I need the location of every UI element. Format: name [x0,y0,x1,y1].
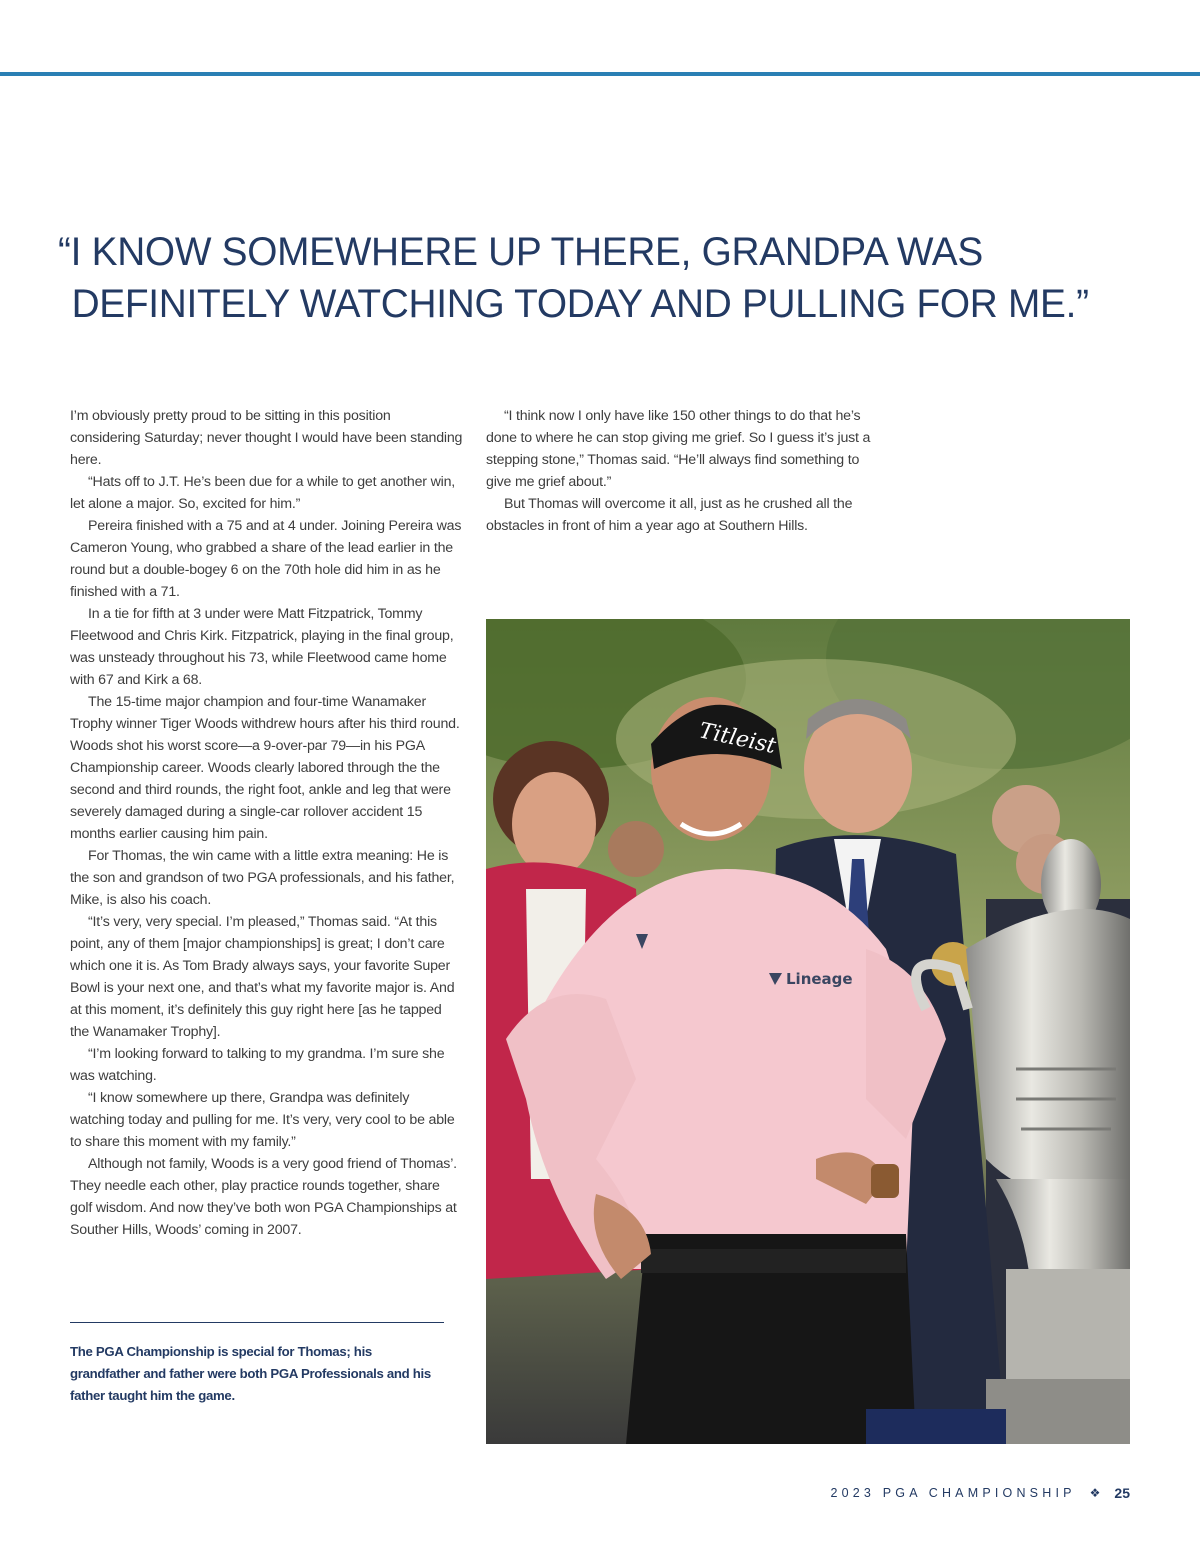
paragraph: “It’s very, very special. I’m pleased,” Thomas said. “At this point, any of them [major championships] is great; I don’t care which one it is. As Tom Brady always says, your favorite Super Bowl is your next one, and that’s what my favorite major is. And at this moment, it’s definitely this guy right here [as he tapped the Wanamaker Trophy]. [70,914,455,1040]
champion-photo [486,619,1130,1444]
shirt-logo-text: Lineage [786,970,853,988]
caption-divider [70,1322,444,1323]
pull-quote-line-2: DEFINITELY WATCHING TODAY AND PULLING FOR ME.” [71,282,1089,326]
paragraph: For Thomas, the win came with a little extra meaning: He is the son and grandson of two PGA professionals, and his father, Mike, is also his coach. [70,848,455,908]
page-number: 25 [1114,1485,1130,1501]
page-footer [830,1482,1130,1504]
cap-logo-text: Titleist [696,718,779,760]
pull-quote-heading [58,226,1106,330]
paragraph: Pereira finished with a 75 and at 4 under. Joining Pereira was Cameron Young, who grabbed a share of the lead earlier in the round but a double-bogey 6 on the 70th hole did him in as he finished with a 71. [70,518,462,600]
paragraph: I’m obviously pretty proud to be sitting in this position considering Saturday; never thought I would have been standing here. [70,408,463,468]
article-column-left [70,405,464,1241]
paragraph: “I know somewhere up there, Grandpa was definitely watching today and pulling for me. It’s very, very cool to be able to share this moment with my family.” [70,1090,455,1150]
article-column-right [486,405,878,537]
diamond-cluster-icon: ❖ [1089,1486,1101,1500]
paragraph: But Thomas will overcome it all, just as he crushed all the obstacles in front of him a year ago at Southern Hills. [486,496,853,534]
paragraph: Although not family, Woods is a very good friend of Thomas’. They needle each other, play practice rounds together, share golf wisdom. And now they’ve both won PGA Championships at Souther Hills, Woods’ coming in 2007. [70,1156,457,1238]
photo-caption: The PGA Championship is special for Thomas; his grandfather and father were both PGA Professionals and his father taught him the game. [70,1344,431,1403]
champion-photo-illustration [486,619,1130,1444]
top-accent-rule [0,72,1200,76]
pull-quote-line-1: “I KNOW SOMEWHERE UP THERE, GRANDPA WAS [58,230,983,274]
paragraph: The 15-time major champion and four-time Wanamaker Trophy winner Tiger Woods withdrew hours after his third round. Woods shot his worst score—a 9-over-par 79—in his PGA Championship career. Woods clearly labored through the the second and third rounds, the right foot, ankle and leg that were severely damaged during a single-car rollover accident 15 months earlier causing him pain. [70,694,460,842]
paragraph: In a tie for fifth at 3 under were Matt Fitzpatrick, Tommy Fleetwood and Chris Kirk. Fitzpatrick, playing in the final group, was unsteady throughout his 73, while Fleetwood came home with 67 and Kirk a 68. [70,606,454,688]
paragraph: “I’m looking forward to talking to my grandma. I’m sure she was watching. [70,1046,445,1084]
footer-title: 2023 PGA CHAMPIONSHIP [830,1486,1076,1500]
paragraph: “Hats off to J.T. He’s been due for a while to get another win, let alone a major. So, excited for him.” [70,474,455,512]
paragraph: “I think now I only have like 150 other things to do that he’s done to where he can stop giving me grief. So I guess it’s just a stepping stone,” Thomas said. “He’ll always find something to give me grief about.” [486,408,871,490]
